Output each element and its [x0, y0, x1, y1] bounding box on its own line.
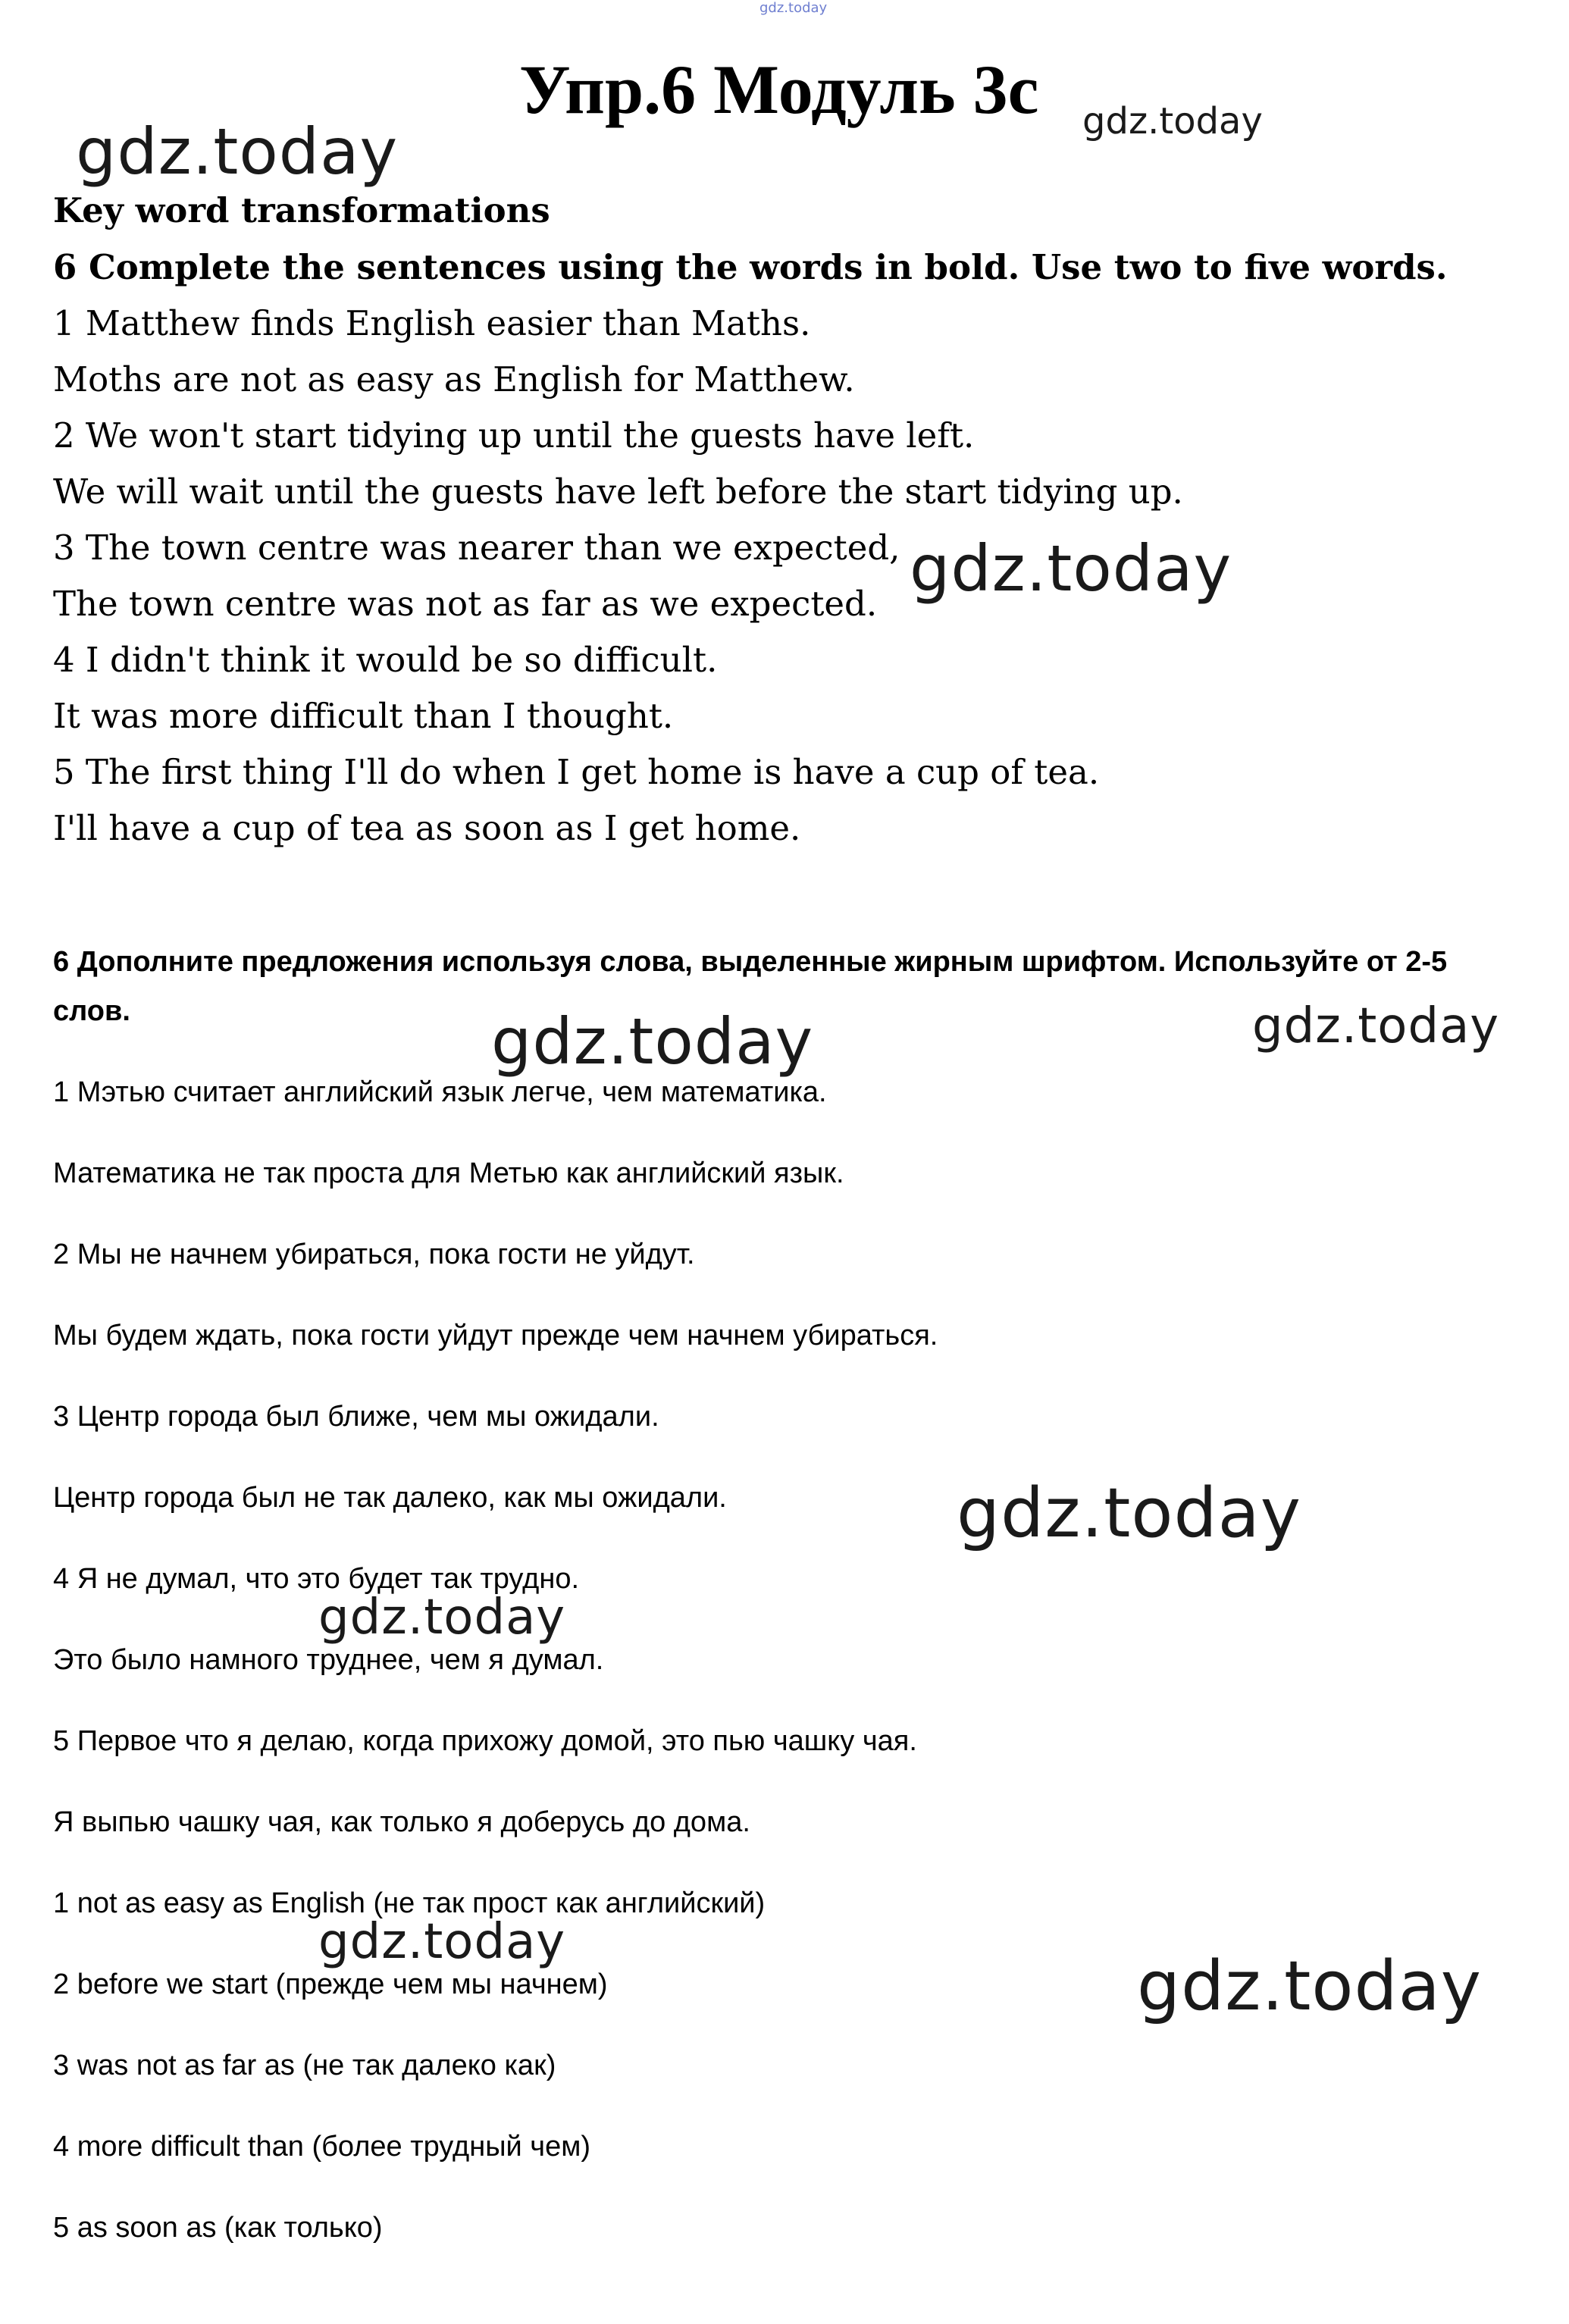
watermark: gdz.today: [957, 1474, 1302, 1553]
russian-instruction: 6 Дополните предложения используя слова, выделенные жирным шрифтом. Используйте от 2-5: [53, 946, 1448, 978]
english-line: 2 We won't start tidying up until the guests have left.: [53, 415, 975, 456]
answer-line: 2 before we start (прежде чем мы начнем): [53, 1969, 608, 2000]
russian-line: Центр города был не так далеко, как мы ожидали.: [53, 1482, 727, 1514]
answer-line: 1 not as easy as English (не так прост как английский): [53, 1887, 766, 1919]
english-line: 5 The first thing I'll do when I get home is have a cup of tea.: [53, 752, 1100, 792]
answer-line: 3 was not as far as (не так далеко как): [53, 2050, 556, 2081]
watermark: gdz.today: [318, 1914, 566, 1970]
watermark: gdz.today: [318, 1590, 566, 1646]
watermark: gdz.today: [910, 531, 1232, 606]
section-heading: Key word transformations: [53, 190, 550, 230]
english-line: 1 Matthew finds English easier than Maths.: [53, 303, 811, 343]
russian-line: 5 Первое что я делаю, когда прихожу домой, это пью чашку чая.: [53, 1725, 917, 1757]
russian-line: Это было намного труднее, чем я думал.: [53, 1644, 604, 1676]
russian-instruction-cont: слов.: [53, 995, 130, 1027]
russian-line: Мы будем ждать, пока гости уйдут прежде чем начнем убираться.: [53, 1320, 938, 1351]
answer-line: 4 more difficult than (более трудный чем): [53, 2131, 591, 2163]
english-line: 4 I didn't think it would be so difficult.: [53, 640, 718, 680]
russian-line: 2 Мы не начнем убираться, пока гости не уйдут.: [53, 1239, 695, 1270]
page-title: Упр.6 Модуль 3с: [519, 51, 1039, 128]
top-watermark: gdz.today: [759, 0, 828, 16]
exercise-instruction: 6 Complete the sentences using the words in bold. Use two to five words.: [53, 247, 1448, 287]
english-line: The town centre was not as far as we expected.: [53, 584, 878, 624]
russian-line: 3 Центр города был ближе, чем мы ожидали.: [53, 1401, 659, 1433]
english-line: I'll have a cup of tea as soon as I get home.: [53, 808, 801, 848]
answer-line: 5 as soon as (как только): [53, 2212, 383, 2244]
english-line: Moths are not as easy as English for Matthew.: [53, 359, 855, 399]
english-line: It was more difficult than I thought.: [53, 696, 674, 736]
english-line: We will wait until the guests have left before the start tidying up.: [53, 471, 1183, 512]
watermark: gdz.today: [491, 1004, 814, 1079]
russian-line: 1 Мэтью считает английский язык легче, чем математика.: [53, 1076, 827, 1108]
russian-line: 4 Я не думал, что это будет так трудно.: [53, 1563, 580, 1595]
title-watermark: gdz.today: [1082, 100, 1263, 143]
russian-line: Математика не так проста для Метью как английский язык.: [53, 1157, 844, 1189]
watermark: gdz.today: [1252, 998, 1500, 1054]
russian-line: Я выпью чашку чая, как только я доберусь до дома.: [53, 1806, 750, 1838]
english-line: 3 The town centre was nearer than we expected,: [53, 528, 900, 568]
watermark: gdz.today: [76, 114, 399, 189]
watermark: gdz.today: [1137, 1947, 1483, 2026]
